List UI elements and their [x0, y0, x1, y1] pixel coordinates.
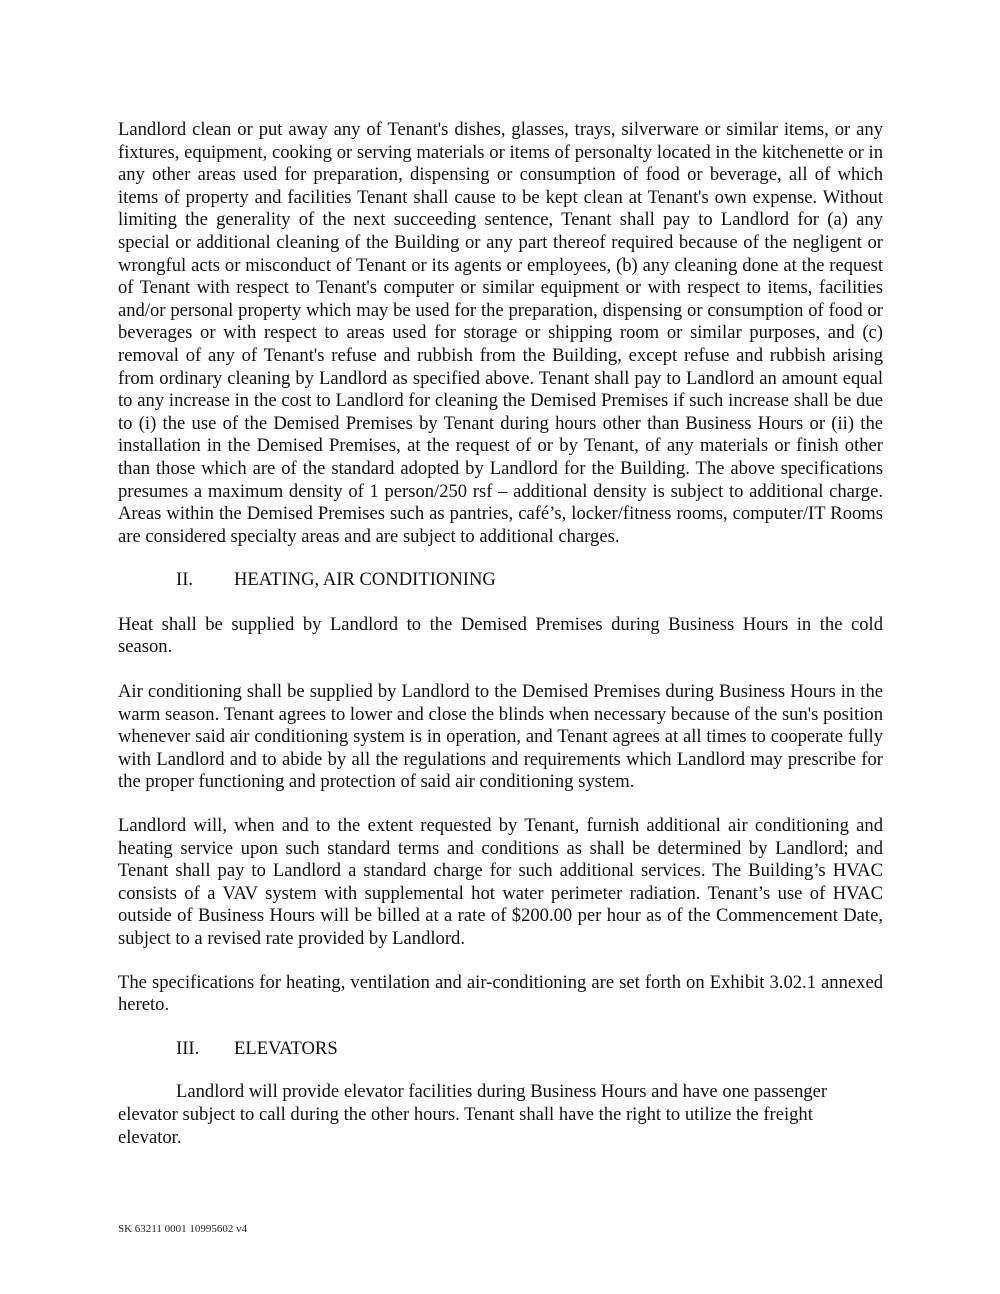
section-title: HEATING, AIR CONDITIONING [234, 569, 496, 591]
document-page [118, 119, 883, 1149]
heat-paragraph: Heat shall be supplied by Landlord to the Demised Premises during Business Hours in the cold season. [118, 613, 883, 658]
section-title: ELEVATORS [234, 1037, 338, 1059]
air-conditioning-paragraph: Air conditioning shall be supplied by Landlord to the Demised Premises during Business Hours in the warm season. Tenant agrees to lower and close the blinds when necessary because of the sun's position whenever said air conditioning system is in operation, and Tenant agrees at all times to cooperate fully with Landlord and to abide by all the regulations and requirements which Landlord may prescribe for the proper functioning and protection of said air conditioning system. [118, 681, 883, 793]
section-number: III. [176, 1037, 200, 1059]
section-number: II. [176, 569, 194, 591]
specifications-paragraph: The specifications for heating, ventilation and air-conditioning are set forth on Exhibit 3.02.1 annexed hereto. [118, 971, 883, 1016]
elevators-paragraph: Landlord will provide elevator facilities during Business Hours and have one passenger elevator subject to call during the other hours. Tenant shall have the right to utilize the freight elevator. [118, 1081, 828, 1148]
section-heading-heating [118, 569, 883, 592]
cleaning-paragraph: Landlord clean or put away any of Tenant's dishes, glasses, trays, silverware or similar items, or any fixtures, equipment, cooking or serving materials or items of personalty located in the kitchenette or in any other areas used for preparation, dispensing or consumption of food or beverage, all of which items of property and facilities Tenant shall cause to be kept clean at Tenant's own expense. Without limiting the generality of the next succeeding sentence, Tenant shall pay to Landlord for (a) any special or additional cleaning of the Building or any part thereof required because of the negligent or wrongful acts or misconduct of Tenant or its agents or employees, (b) any cleaning done at the request of Tenant with respect to Tenant's computer or similar equipment or with respect to items, facilities and/or personal property which may be used for the preparation, dispensing or consumption of food or beverages or with respect to areas used for storage or shipping room or similar purposes, and (c) removal of any of Tenant's refuse and rubbish from the Building, except refuse and rubbish arising from ordinary cleaning by Landlord as specified above. Tenant shall pay to Landlord an amount equal to any increase in the cost to Landlord for cleaning the Demised Premises if such increase shall be due to (i) the use of the Demised Premises by Tenant during hours other than Business Hours or (ii) the installation in the Demised Premises, at the request of or by Tenant, of any materials or finish other than those which are of the standard adopted by Landlord for the Building. The above specifications presumes a maximum density of 1 person/250 rsf – additional density is subject to additional charge. Areas within the Demised Premises such as pantries, café’s, locker/fitness rooms, computer/IT Rooms are considered specialty areas and are subject to additional charges. [118, 119, 883, 547]
document-id-footer: SK 63211 0001 10995602 v4 [118, 1223, 248, 1235]
additional-service-paragraph: Landlord will, when and to the extent requested by Tenant, furnish additional air conditioning and heating service upon such standard terms and conditions as shall be determined by Landlord; and Tenant shall pay to Landlord a standard charge for such additional services. The Building’s HVAC consists of a VAV system with supplemental hot water perimeter radiation. Tenant’s use of HVAC outside of Business Hours will be billed at a rate of $200.00 per hour as of the Commencement Date, subject to a revised rate provided by Landlord. [118, 815, 883, 949]
section-heading-elevators [118, 1038, 883, 1061]
